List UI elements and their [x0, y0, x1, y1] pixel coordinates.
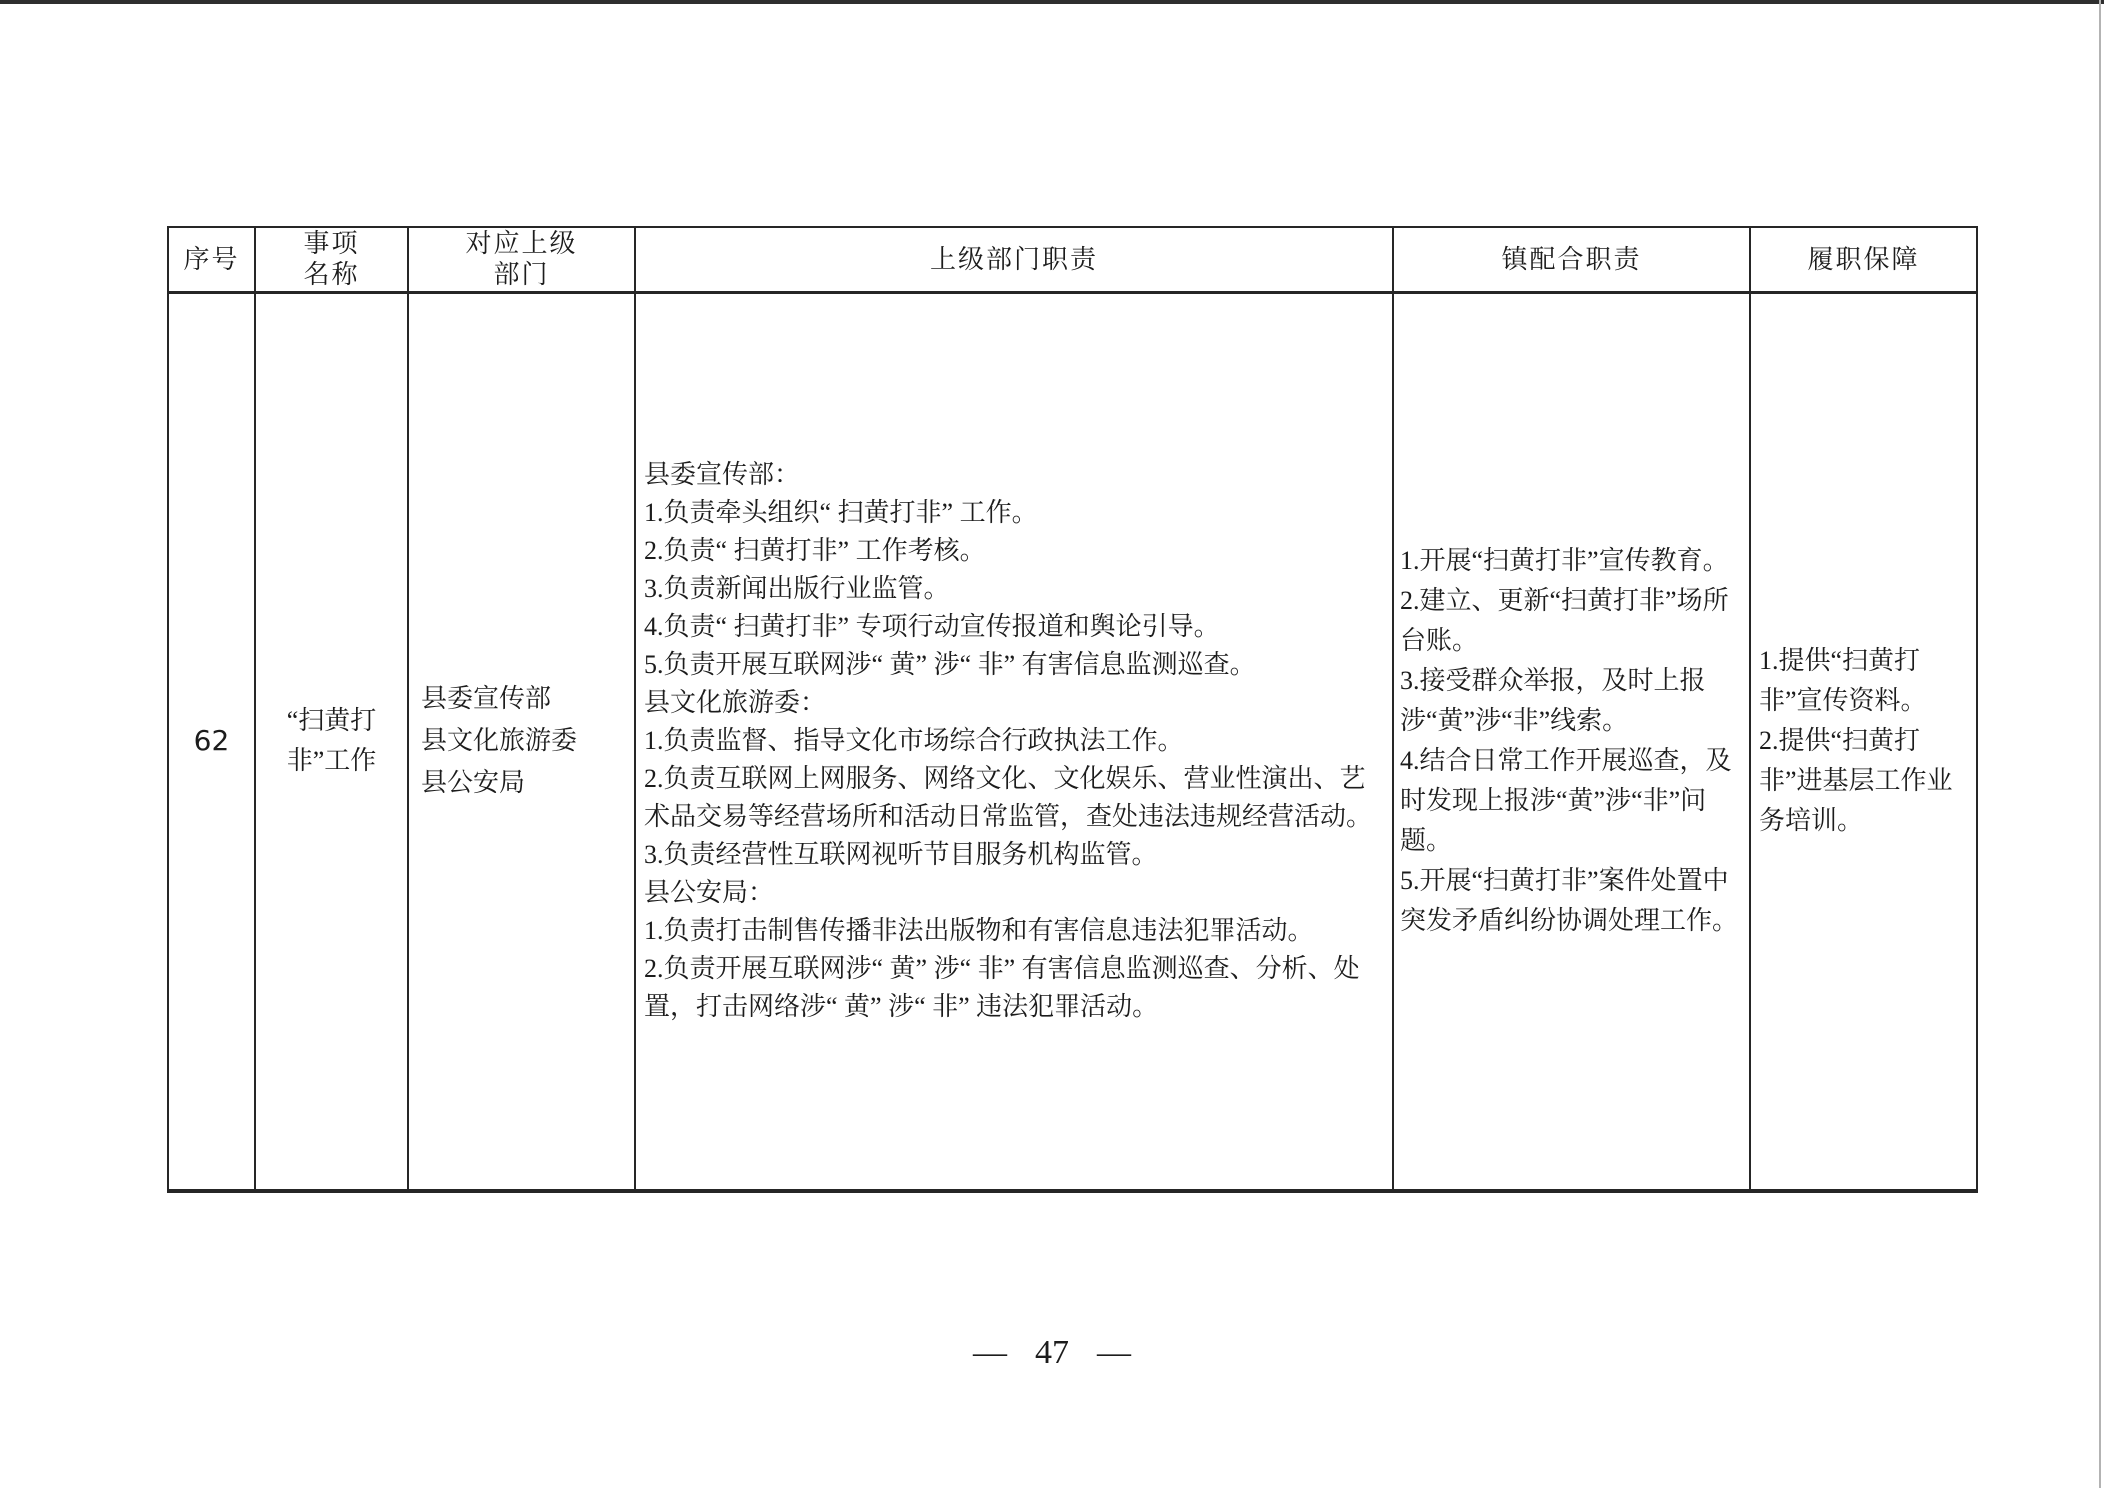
- header-text: 镇配合职责: [1501, 244, 1642, 274]
- town-duty-item: 1.开展“扫黄打非”宣传教育。: [1400, 546, 1729, 576]
- header-text: 上级部门职责: [929, 244, 1098, 274]
- duty-table: [167, 226, 1978, 1193]
- department-name: 县文化旅游委: [421, 726, 578, 756]
- duty-item: 3.负责新闻出版行业监管。: [644, 574, 950, 604]
- duty-item: 2.负责“ 扫黄打非” 工作考核。: [644, 536, 986, 566]
- cell-town-duties: [1393, 292, 1750, 1191]
- page-top-border: [0, 0, 2104, 4]
- duty-item: 4.负责“ 扫黄打非” 专项行动宣传报道和舆论引导。: [644, 612, 1220, 642]
- header-duty-guarantee: [1750, 227, 1977, 292]
- header-town-duties: [1393, 227, 1750, 292]
- cell-superior-duties: [635, 292, 1393, 1191]
- item-name-line: “扫黄打: [286, 706, 377, 736]
- duty-item: 3.负责经营性互联网视听节目服务机构监管。: [644, 840, 1158, 870]
- duty-item: 1.负责监督、指导文化市场综合行政执法工作。: [644, 726, 1184, 756]
- town-duty-item: 4.结合日常工作开展巡查，及时发现上报涉“黄”涉“非”问题。: [1400, 746, 1732, 856]
- duty-item: 县委宣传部：: [644, 460, 801, 490]
- table-header-row: [168, 227, 1977, 292]
- cell-item-name: [255, 292, 408, 1191]
- guarantee-item: 2.提供“扫黄打非”进基层工作业务培训。: [1759, 726, 1953, 836]
- item-name-line: 非”工作: [286, 746, 377, 776]
- cell-superior-departments: [408, 292, 635, 1191]
- header-text: 履职保障: [1807, 244, 1920, 274]
- header-text: 名称: [303, 260, 360, 290]
- footer-page-number: 47: [1035, 1334, 1069, 1371]
- footer-dash-right: —: [1097, 1334, 1131, 1371]
- header-text: 事项: [303, 229, 360, 259]
- duty-item: 县公安局：: [644, 878, 775, 908]
- town-duty-item: 3.接受群众举报，及时上报涉“黄”涉“非”线索。: [1400, 666, 1706, 736]
- guarantee-item: 1.提供“扫黄打非”宣传资料。: [1759, 646, 1927, 716]
- footer-dash-left: —: [973, 1334, 1007, 1371]
- cell-duty-guarantee: [1750, 292, 1977, 1191]
- header-text: 部门: [493, 260, 550, 290]
- page-right-border: [2099, 0, 2101, 1488]
- header-superior-department: [408, 227, 635, 292]
- header-item-name: [255, 227, 408, 292]
- header-text: 序号: [183, 244, 240, 274]
- header-text: 对应上级: [465, 229, 578, 259]
- town-duty-item: 5.开展“扫黄打非”案件处置中突发矛盾纠纷协调处理工作。: [1400, 866, 1739, 936]
- duty-item: 县文化旅游委：: [644, 688, 827, 718]
- duty-item: 5.负责开展互联网涉“ 黄” 涉“ 非” 有害信息监测巡查。: [644, 650, 1256, 680]
- department-name: 县公安局: [421, 768, 526, 798]
- header-superior-duties: [635, 227, 1393, 292]
- header-serial-number: [168, 227, 255, 292]
- town-duty-item: 2.建立、更新“扫黄打非”场所台账。: [1400, 586, 1729, 656]
- duty-item: 1.负责打击制售传播非法出版物和有害信息违法犯罪活动。: [644, 916, 1314, 946]
- duty-item: 1.负责牵头组织“ 扫黄打非” 工作。: [644, 498, 1038, 528]
- cell-serial-number: 62: [168, 292, 255, 1191]
- duty-item: 2.负责互联网上网服务、网络文化、文化娱乐、营业性演出、艺术品交易等经营场所和活动日常监管，查处违法违规经营活动。: [644, 764, 1373, 832]
- table-row: [168, 292, 1977, 1191]
- duty-item: 2.负责开展互联网涉“ 黄” 涉“ 非” 有害信息监测巡查、分析、处置，打击网络涉“ 黄” 涉“ 非” 违法犯罪活动。: [644, 954, 1360, 1022]
- page-footer: [0, 1330, 2104, 1376]
- department-name: 县委宣传部: [421, 684, 552, 714]
